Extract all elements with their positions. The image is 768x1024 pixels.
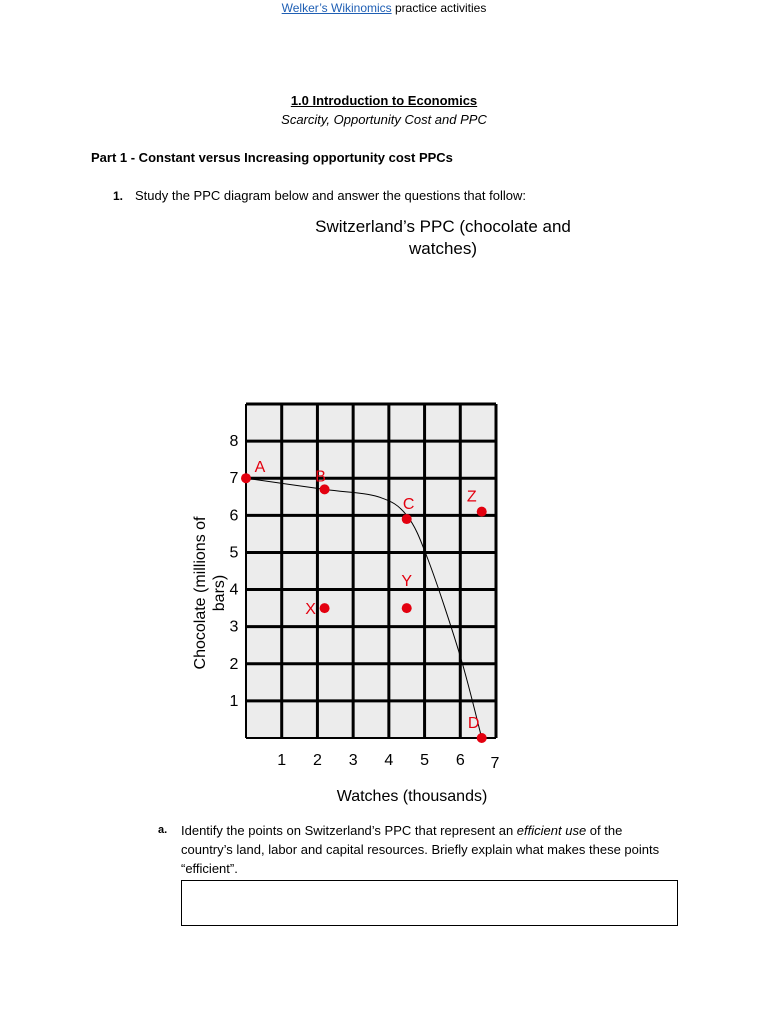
point-label-y: Y: [401, 573, 413, 591]
sub-question-text-start: Identify the points on Switzerland’s PPC that represent an: [181, 823, 517, 838]
y-tick-label: 6: [229, 507, 239, 525]
sub-question-label: a.: [158, 824, 168, 836]
y-tick-label: 2: [229, 655, 239, 673]
y-tick-label: 7: [229, 470, 239, 488]
page-header: [0, 1, 768, 15]
x-tick-label: 4: [384, 752, 394, 769]
x-tick-label: 5: [420, 752, 430, 769]
x-tick-label: 2: [312, 752, 322, 769]
y-tick-label: 5: [229, 544, 239, 562]
sub-question-text-end: of the country’s land, labor and capital resources. Briefly explain what makes these points “efficient”.: [181, 823, 660, 876]
sub-question-text: [181, 821, 671, 878]
point-label-b: B: [315, 468, 326, 486]
chart-title-line2: watches): [408, 239, 478, 258]
point-z: [477, 507, 487, 517]
y-axis-label-line1: Chocolate (millions of: [192, 516, 209, 670]
header-suffix: practice activities: [391, 1, 487, 15]
point-label-z: Z: [466, 488, 477, 506]
x-tick-labels: [277, 752, 499, 772]
x-tick-label: 1: [277, 752, 287, 769]
point-a: [241, 473, 251, 483]
y-axis-label-line2: bars): [211, 574, 228, 612]
point-label-a: A: [254, 459, 266, 477]
y-tick-label: 1: [229, 692, 239, 710]
y-tick-labels: [230, 433, 239, 710]
wikinomics-link[interactable]: Welker’s Wikinomics: [281, 1, 392, 15]
point-y: [402, 603, 412, 613]
y-tick-label: 4: [229, 581, 239, 599]
point-c: [402, 514, 412, 524]
x-tick-label: 7: [490, 755, 500, 772]
sub-question-emphasis: efficient use: [516, 823, 587, 838]
page-title: 1.0 Introduction to Economics: [290, 93, 478, 108]
answer-box[interactable]: [181, 880, 678, 926]
part-heading: Part 1 - Constant versus Increasing opportunity cost PPCs: [91, 150, 453, 165]
point-label-c: C: [402, 496, 415, 514]
x-axis-label: Watches (thousands): [336, 788, 488, 805]
question-text: Study the PPC diagram below and answer the questions that follow:: [135, 188, 526, 203]
point-x: [320, 603, 330, 613]
point-label-d: D: [467, 715, 480, 732]
point-b: [320, 484, 330, 494]
y-tick-label: 8: [229, 433, 239, 451]
question-number: 1.: [113, 189, 124, 203]
plot-area: [246, 404, 496, 738]
chart-title-line1: Switzerland’s PPC (chocolate and: [315, 217, 571, 236]
y-tick-label: 3: [229, 618, 239, 636]
x-tick-label: 6: [455, 752, 465, 769]
ppc-chart: [0, 205, 768, 815]
x-tick-label: 3: [348, 752, 358, 769]
point-label-x: X: [305, 601, 316, 619]
point-d: [477, 733, 487, 743]
page-subtitle: Scarcity, Opportunity Cost and PPC: [281, 112, 487, 127]
